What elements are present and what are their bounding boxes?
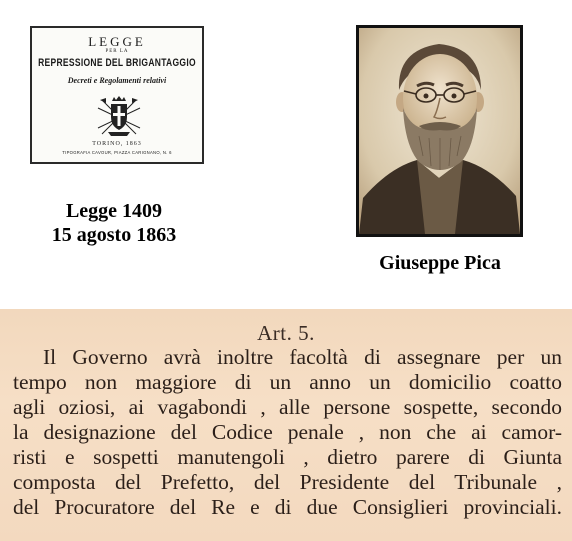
article-line: agli oziosi, ai vagabondi , alle persone sospette, secondo [13,395,562,419]
article-excerpt [0,309,572,541]
article-heading: Art. 5. [257,321,315,345]
portrait-image [356,25,523,237]
portrait-drawing [359,28,520,234]
law-date: 15 agosto 1863 [51,224,177,246]
article-line: risti e sospetti manutengoli , dietro parere di Giunta [13,445,562,469]
title-page-per: PER LA [105,49,129,54]
law-number: Legge 1409 [65,200,163,222]
article-line: composta del Prefetto, del Presidente del Tribunale , [13,470,562,494]
title-page-subtitle: Decreti e Regolamenti relativi [67,76,167,85]
article-line: la designazione del Codice penale , non che ai camor- [13,420,562,444]
savoy-crest-icon [94,94,144,138]
title-page-title: LEGGE [88,34,146,49]
article-line: Il Governo avrà inoltre facoltà di assegnare per un [43,345,562,369]
title-page-city-year: TORINO, 1863 [92,141,142,147]
article-line: tempo non maggiore di un anno un domicilio coatto [13,370,562,394]
title-page-subject: REPRESSIONE DEL BRIGANTAGGIO [38,55,196,69]
title-page-printer: TIPOGRAFIA CAVOUR, PIAZZA CARIGNANO, N. 6 [62,150,172,155]
article-line: del Procuratore del Re e di due Consiglieri provinciali. [13,495,562,519]
portrait-caption: Giuseppe Pica [379,252,501,274]
law-title-page [30,26,204,164]
